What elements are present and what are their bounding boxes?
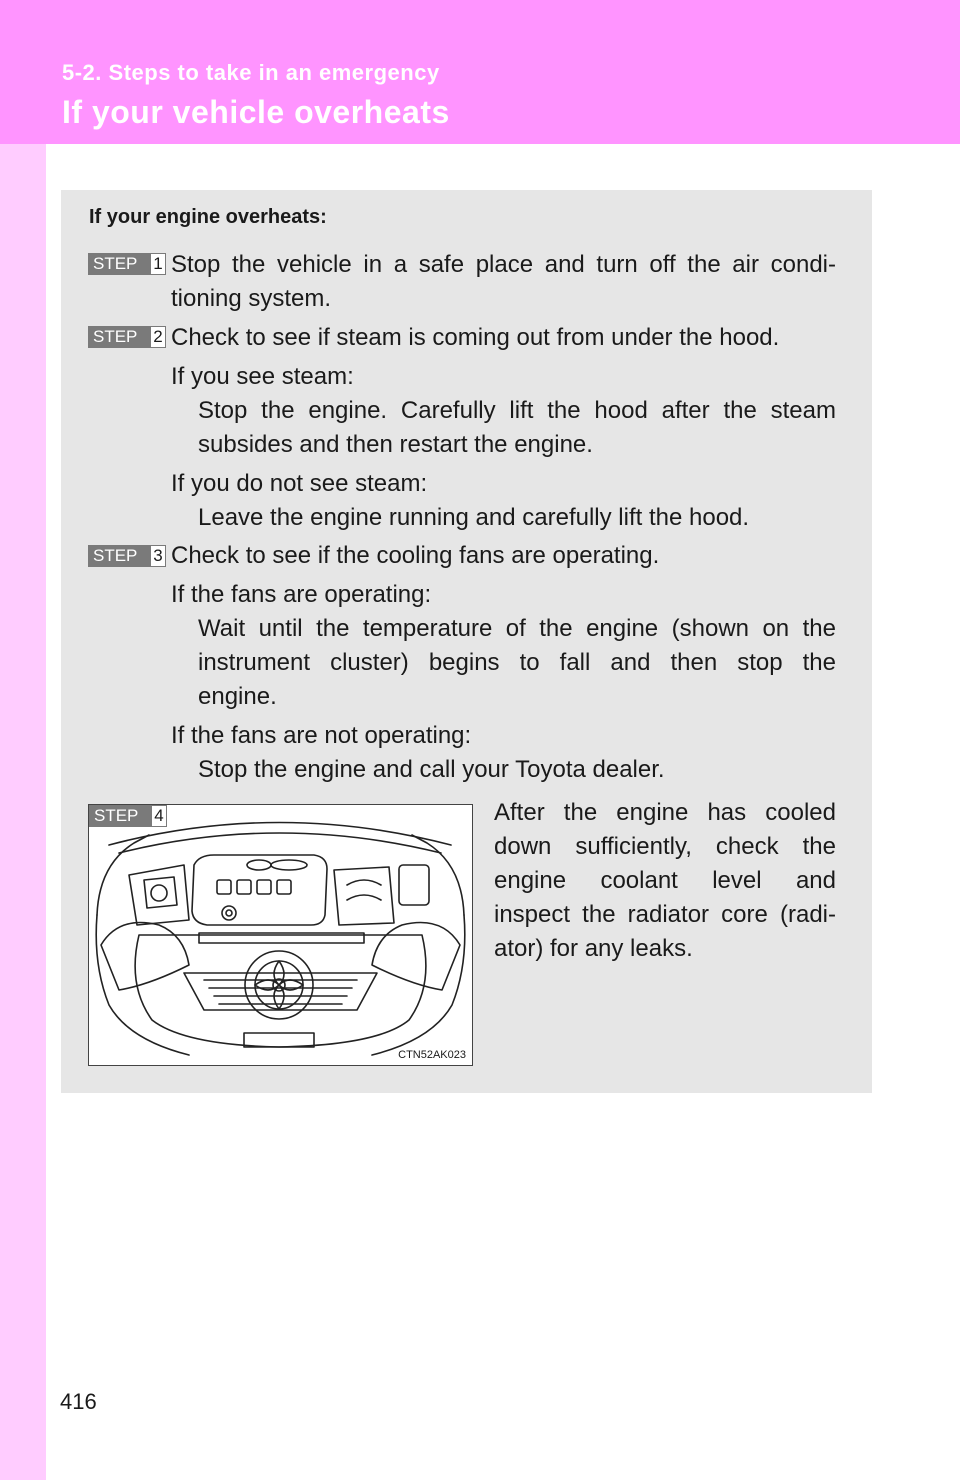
section-label: 5-2. Steps to take in an emergency: [62, 60, 440, 85]
step-number: 1: [151, 253, 166, 275]
step-4-badge: [89, 805, 167, 827]
step-label: STEP: [88, 253, 151, 275]
step-3-case1-line1: Wait until the temperature of the engine (shown on the: [198, 615, 836, 642]
step-label: STEP: [88, 545, 151, 567]
step-4-text-line5: ator) for any leaks.: [494, 935, 693, 962]
step-4-text-line4: inspect the radiator core (radi-: [494, 901, 836, 928]
page-number: 416: [60, 1389, 97, 1414]
step-3-text-line1: Check to see if the cooling fans are operating.: [171, 542, 660, 569]
step-3-case2-line1: Stop the engine and call your Toyota dealer.: [198, 756, 665, 783]
side-band: [0, 144, 46, 1480]
step-number: 3: [151, 545, 166, 567]
step-2-case1-label: If you see steam:: [171, 363, 354, 390]
step-2-case2-label: If you do not see steam:: [171, 470, 428, 497]
step-4-text-line2: down sufficiently, check the: [494, 833, 836, 860]
step-number: 4: [152, 805, 167, 827]
step-label: STEP: [88, 326, 151, 348]
step-2-text-line1: Check to see if steam is coming out from under the hood.: [171, 324, 780, 351]
step-3-case1-line2: instrument cluster) begins to fall and then stop the: [198, 649, 836, 676]
page-title: If your vehicle overheats: [62, 94, 450, 130]
step-3-case1-line3: engine.: [198, 683, 277, 710]
step-3-badge: [88, 545, 166, 567]
step-3-case1-label: If the fans are operating:: [171, 581, 432, 608]
step-number: 2: [151, 326, 166, 348]
step-4-text-line3: engine coolant level and: [494, 867, 836, 894]
step-label: STEP: [89, 805, 152, 827]
step-2-case1-line1: Stop the engine. Carefully lift the hood after the steam: [198, 397, 836, 424]
engine-bay-illustration: [88, 804, 473, 1066]
step-2-case2-line1: Leave the engine running and carefully lift the hood.: [198, 504, 750, 531]
step-3-case2-label: If the fans are not operating:: [171, 722, 472, 749]
step-2-badge: [88, 326, 166, 348]
engine-bay-drawing: [89, 805, 472, 1065]
step-4-text-line1: After the engine has cooled: [494, 799, 836, 826]
figure-code: CTN52AK023: [398, 1049, 466, 1061]
step-1-text-line2: tioning system.: [171, 285, 332, 312]
step-2-case1-line2: subsides and then restart the engine.: [198, 431, 593, 458]
panel-heading: If your engine overheats:: [89, 206, 327, 228]
step-1-text-line1: Stop the vehicle in a safe place and turn off the air condi-: [171, 251, 836, 278]
step-1-badge: [88, 253, 166, 275]
